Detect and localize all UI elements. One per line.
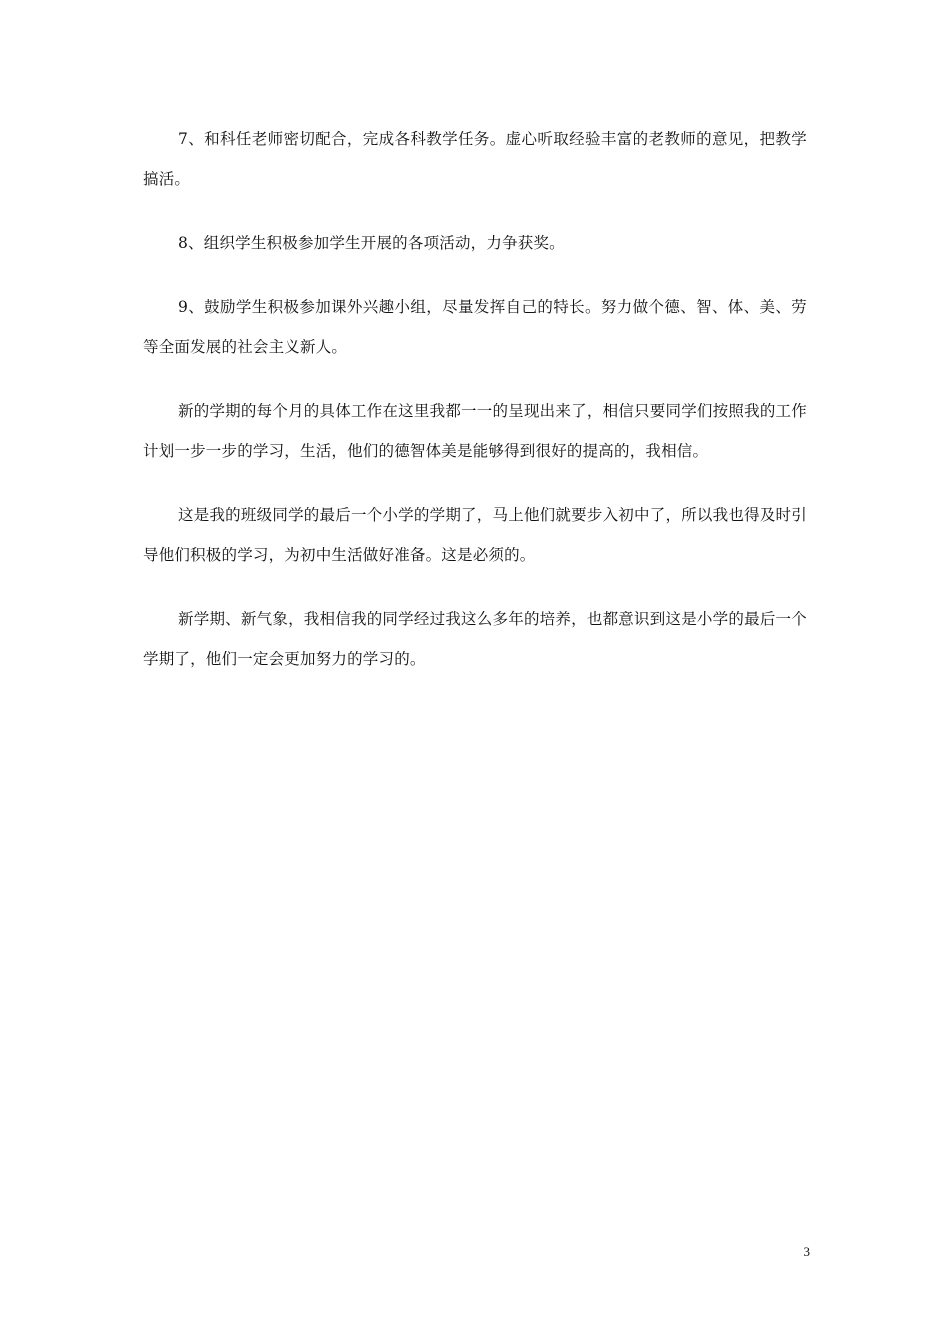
paragraph-item-8: 8、组织学生积极参加学生开展的各项活动，力争获奖。: [178, 234, 565, 252]
paragraph-item-7: 7、和科任老师密切配合，完成各科教学任务。虚心听取经验丰富的老教师的意见，把教学搞活。: [143, 130, 807, 188]
paragraph-final-semester: 这是我的班级同学的最后一个小学的学期了，马上他们就要步入初中了，所以我也得及时引导他们积极的学习，为初中生活做好准备。这是必须的。: [143, 506, 807, 564]
paragraph-monthly-plan: 新的学期的每个月的具体工作在这里我都一一的呈现出来了，相信只要同学们按照我的工作计划一步一步的学习，生活，他们的德智体美是能够得到很好的提高的，我相信。: [143, 402, 807, 460]
paragraph-item-9: 9、鼓励学生积极参加课外兴趣小组，尽量发挥自己的特长。努力做个德、智、体、美、劳等全面发展的社会主义新人。: [143, 298, 807, 356]
paragraph-new-semester: 新学期、新气象，我相信我的同学经过我这么多年的培养，也都意识到这是小学的最后一个学期了，他们一定会更加努力的学习的。: [143, 610, 807, 668]
document-body: [143, 119, 807, 703]
page-number: 3: [803, 1244, 810, 1259]
